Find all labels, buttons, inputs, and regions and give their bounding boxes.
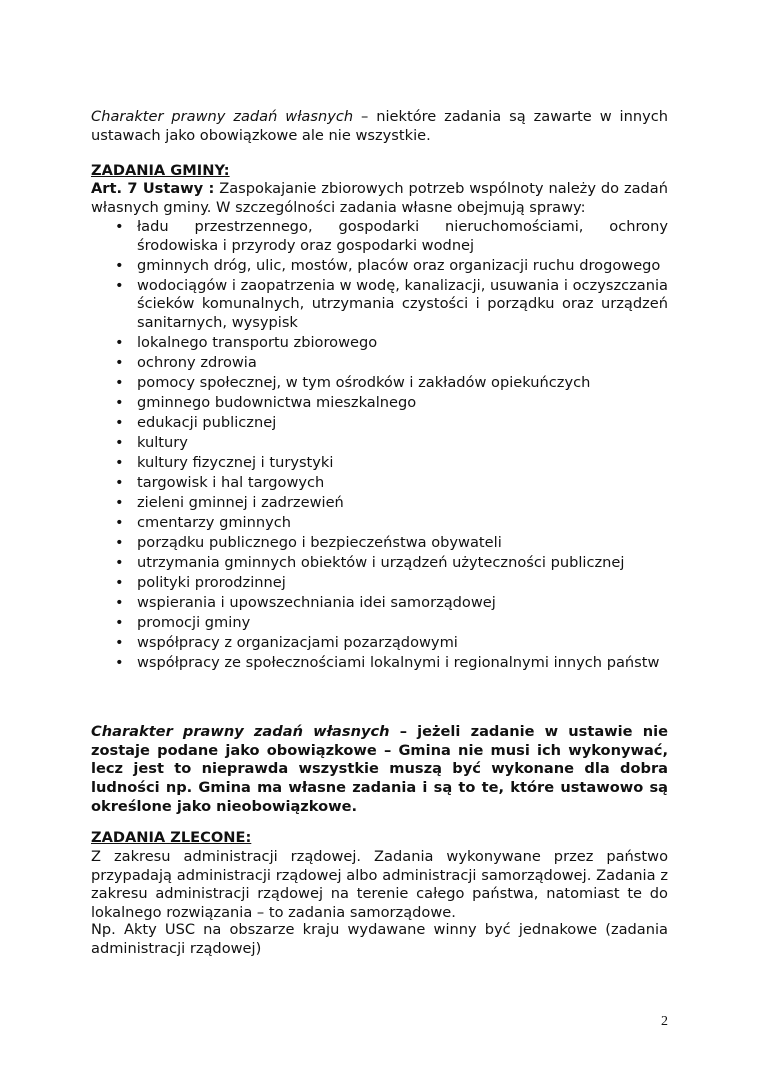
- intro-paragraph: [91, 108, 668, 145]
- art7-text: Zaspokajanie zbiorowych potrzeb wspólnoty należy do zadań własnych gminy. W szczególności zadania własne obejmują sprawy:: [91, 180, 668, 216]
- list-item: • kultury fizycznej i turystyki: [91, 454, 668, 473]
- list-item: • współpracy ze społecznościami lokalnymi i regionalnymi innych państw: [91, 654, 668, 673]
- charakter-text: – jeżeli zadanie w ustawie nie zostaje podane jako obowiązkowe – Gmina nie musi ich wykonywać, lecz jest to nieprawda wszystkie muszą być wykonane dla dobra ludności np. Gmina ma własne zadania i są to te, które ustawowo są określone jako nieobowiązkowe.: [91, 723, 668, 815]
- art7-paragraph: [91, 180, 668, 217]
- intro-term: Charakter prawny zadań własnych: [91, 108, 354, 125]
- list-item: • lokalnego transportu zbiorowego: [91, 334, 668, 353]
- list-item: • polityki prorodzinnej: [91, 574, 668, 593]
- zlecone-paragraph-2: Np. Akty USC na obszarze kraju wydawane winny być jednakowe (zadania administracji rządowej): [91, 921, 668, 957]
- tasks-list: [91, 218, 668, 674]
- list-item: • ładu przestrzennego, gospodarki nieruchomościami, ochrony środowiska i przyrody oraz gospodarki wodnej: [91, 218, 668, 255]
- list-item: • gminnych dróg, ulic, mostów, placów oraz organizacji ruchu drogowego: [91, 257, 668, 276]
- heading-zadania-gminy: ZADANIA GMINY:: [91, 162, 230, 179]
- list-item: • gminnego budownictwa mieszkalnego: [91, 394, 668, 413]
- charakter-paragraph: [91, 723, 668, 817]
- list-item: • cmentarzy gminnych: [91, 514, 668, 533]
- list-item: • promocji gminy: [91, 614, 668, 633]
- charakter-term: Charakter prawny zadań własnych: [91, 723, 390, 740]
- list-item: • ochrony zdrowia: [91, 354, 668, 373]
- list-item: • edukacji publicznej: [91, 414, 668, 433]
- list-item: • porządku publicznego i bezpieczeństwa obywateli: [91, 534, 668, 553]
- list-item: • współpracy z organizacjami pozarządowymi: [91, 634, 668, 653]
- intro-text: – niektóre zadania są zawarte w innych ustawach jako obowiązkowe ale nie wszystkie.: [91, 108, 669, 144]
- art7-label: Art. 7 Ustawy :: [91, 180, 215, 197]
- list-item: • wspierania i upowszechniania idei samorządowej: [91, 594, 668, 613]
- list-item: • pomocy społecznej, w tym ośrodków i zakładów opiekuńczych: [91, 374, 668, 393]
- list-item: • wodociągów i zaopatrzenia w wodę, kanalizacji, usuwania i oczyszczania ścieków komunalnych, utrzymania czystości i porządku oraz urządzeń sanitarnych, wysypisk: [91, 277, 668, 333]
- heading-zadania-zlecone: ZADANIA ZLECONE:: [91, 829, 252, 846]
- list-item: • utrzymania gminnych obiektów i urządzeń użyteczności publicznej: [91, 554, 668, 573]
- list-item: • targowisk i hal targowych: [91, 474, 668, 493]
- list-item: • kultury: [91, 434, 668, 453]
- list-item: • zieleni gminnej i zadrzewień: [91, 494, 668, 513]
- page-number: 2: [661, 1014, 668, 1029]
- zlecone-paragraph-1: Z zakresu administracji rządowej. Zadania wykonywane przez państwo przypadają administracji rządowej albo administracji samorządowej. Zadania z zakresu administracji rządowej na terenie całego państwa, natomiast te do lokalnego rozwiązania – to zadania samorządowe.: [91, 848, 668, 922]
